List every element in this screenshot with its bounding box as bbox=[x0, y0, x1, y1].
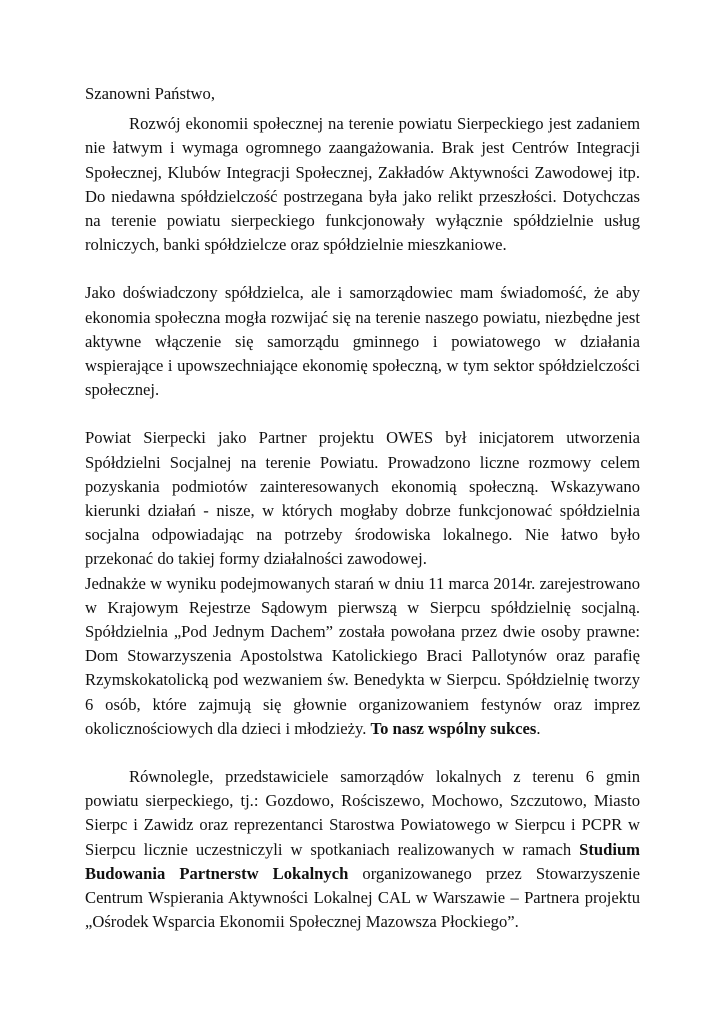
letter-body bbox=[85, 82, 640, 935]
paragraph-5 bbox=[85, 765, 640, 934]
paragraph-1: Rozwój ekonomii społecznej na terenie powiatu Sierpeckiego jest zadaniem nie łatwym i wymaga ogromnego zaangażowania. Brak jest Centrów Integracji Społecznej, Klubów Integracji Społecznej, Zakładów Aktywności Zawodowej itp. Do niedawna spółdzielczość postrzegana była jako relikt przeszłości. Dotychczas na terenie powiatu sierpeckiego funkcjonowały wyłącznie spółdzielnie usług rolniczych, banki spółdzielcze oraz spółdzielnie mieszkaniowe. bbox=[85, 114, 640, 255]
paragraph-4-end: . bbox=[536, 718, 541, 738]
paragraph-4-bold: To nasz wspólny sukces bbox=[370, 718, 537, 738]
paragraph-5-end: organizowanego przez Stowarzyszenie Centrum Wspierania Aktywności Lokalnej CAL w Warszawie – Partnera projektu „Ośrodek Wsparcia Ekonomii Społecznej Mazowsza Płockiego”. bbox=[85, 863, 641, 932]
paragraph-4 bbox=[85, 572, 640, 741]
paragraph-5-text: Równolegle, przedstawiciele samorządów lokalnych z terenu 6 gmin powiatu sierpeckiego, tj.: Gozdowo, Rościszewo, Mochowo, Szczutowo, Miasto Sierpc i Zawidz oraz reprezentanci Starostwa Powiatowego w Sierpcu i PCPR w Sierpcu licznie uczestniczyli w spotkaniach realizowanych w ramach bbox=[85, 767, 640, 859]
paragraph-5-bold: Studium Budowania Partnerstw Lokalnych bbox=[85, 839, 640, 883]
salutation: Szanowni Państwo, bbox=[85, 84, 215, 103]
paragraph-4-text: Jednakże w wyniku podejmowanych starań w dniu 11 marca 2014r. zarejestrowano w Krajowym Rejestrze Sądowym pierwszą w Sierpcu spółdzielnię socjalną. Spółdzielnia „Pod Jednym Dachem” została powołana przez dwie osoby prawne: Dom Stowarzyszenia Apostolstwa Katolickiego Braci Pallotynów oraz parafię Rzymskokatolicką pod wezwaniem św. Benedykta w Sierpcu. Spółdzielnię tworzy 6 osób, które zajmują się głownie organizowaniem festynów oraz imprez okolicznościowych dla dzieci i młodzieży. bbox=[85, 573, 640, 738]
paragraph-3: Powiat Sierpecki jako Partner projektu OWES był inicjatorem utworzenia Spółdzielni Socjalnej na terenie Powiatu. Prowadzono liczne rozmowy celem pozyskania podmiotów zainteresowanych ekonomią społeczną. Wskazywano kierunki działań - nisze, w których mogłaby dobrze funkcjonować spółdzielnia socjalna odpowiadając na potrzeby środowiska lokalnego. Nie łatwo było przekonać do takiej formy działalności zawodowej. bbox=[85, 428, 640, 569]
paragraph-2: Jako doświadczony spółdzielca, ale i samorządowiec mam świadomość, że aby ekonomia społeczna mogła rozwijać się na terenie naszego powiatu, niezbędne jest aktywne włączenie się samorządu gminnego i powiatowego w działania wspierające i upowszechniające ekonomię społeczną, w tym sektor spółdzielczości społecznej. bbox=[85, 283, 640, 400]
